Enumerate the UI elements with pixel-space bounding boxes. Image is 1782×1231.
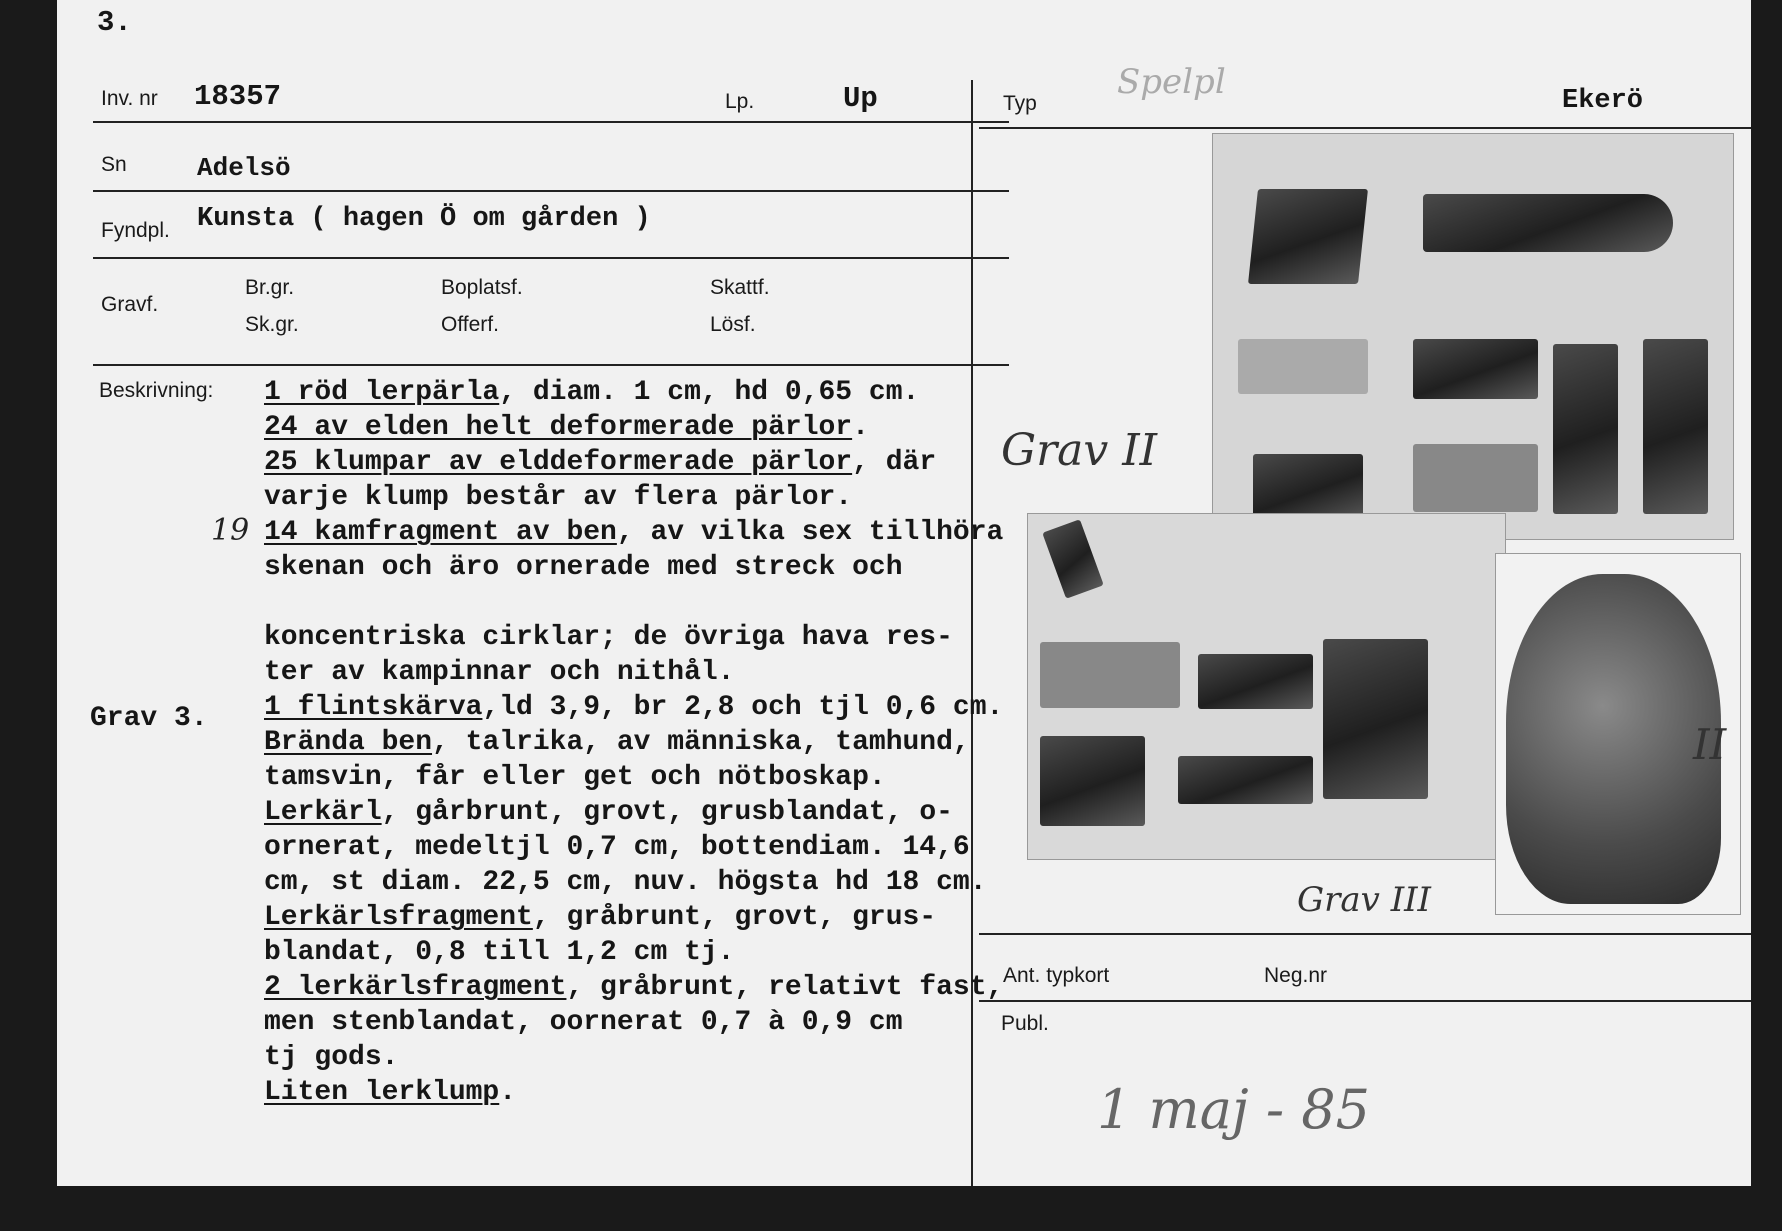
fyndpl-label: Fyndpl. bbox=[101, 219, 170, 242]
underlined-term: 14 kamfragment av ben bbox=[264, 517, 617, 548]
description-line bbox=[264, 865, 1003, 900]
description-text: tj gods. bbox=[264, 1042, 399, 1073]
description-line bbox=[264, 690, 1003, 725]
typ-note: Spelpl bbox=[1117, 62, 1226, 102]
fyndpl-value: Kunsta ( hagen Ö om gården ) bbox=[197, 204, 651, 234]
rule-neg bbox=[979, 1000, 1751, 1002]
grav-iii-note: Grav III bbox=[1297, 880, 1431, 920]
inv-value: 18357 bbox=[194, 80, 282, 113]
underlined-term: Lerkärl bbox=[264, 797, 382, 828]
rule-gravf bbox=[93, 364, 1009, 366]
description-text: , diam. 1 cm, hd 0,65 cm. bbox=[499, 377, 920, 408]
description-text: ter av kampinnar och nithål. bbox=[264, 657, 735, 688]
beskrivning-label: Beskrivning: bbox=[99, 379, 214, 402]
description-line bbox=[264, 1005, 1003, 1040]
underlined-term: 1 flintskärva bbox=[264, 692, 483, 723]
rule-inv bbox=[93, 121, 1009, 123]
card-number: 3. bbox=[97, 6, 132, 39]
description-text: . bbox=[852, 412, 869, 443]
lp-label: Lp. bbox=[725, 90, 755, 113]
description-text: skenan och äro ornerade med streck och bbox=[264, 552, 903, 583]
description-line bbox=[264, 760, 1003, 795]
negnr-label: Neg.nr bbox=[1264, 964, 1328, 987]
rule-ant bbox=[979, 933, 1751, 935]
description-line bbox=[264, 1075, 1003, 1110]
harad-value: Ekerö bbox=[1562, 86, 1644, 116]
description-text: varje klump består av flera pärlor. bbox=[264, 482, 853, 513]
underlined-term: 25 klumpar av elddeformerade pärlor bbox=[264, 447, 853, 478]
description-text: , där bbox=[852, 447, 937, 478]
roman-ii-note: II bbox=[1693, 720, 1727, 769]
gravf-label: Gravf. bbox=[101, 293, 159, 316]
underlined-term: 1 röd lerpärla bbox=[264, 377, 500, 408]
landskap-value: Up bbox=[843, 82, 878, 115]
underlined-term: Lerkärlsfragment bbox=[264, 902, 533, 933]
sn-value: Adelsö bbox=[197, 153, 291, 183]
underlined-term: Brända ben bbox=[264, 727, 433, 758]
description-text: , talrika, av människa, tamhund, bbox=[432, 727, 970, 758]
brgr-label: Br.gr. bbox=[245, 276, 295, 299]
sn-label: Sn bbox=[101, 153, 127, 176]
description-text: , gårbrunt, grovt, grusblandat, o- bbox=[381, 797, 953, 828]
description-line bbox=[264, 375, 1003, 410]
description-text: blandat, 0,8 till 1,2 cm tj. bbox=[264, 937, 735, 968]
description-line bbox=[264, 585, 1003, 620]
description-text: , gråbrunt, relativt fast, bbox=[566, 972, 1004, 1003]
description-text: ,ld 3,9, br 2,8 och tjl 0,6 cm. bbox=[482, 692, 1004, 723]
description-line bbox=[264, 655, 1003, 690]
grav-ii-note: Grav II bbox=[1001, 425, 1158, 476]
typ-label: Typ bbox=[1003, 92, 1037, 115]
inv-label: Inv. nr bbox=[101, 87, 158, 110]
skgr-label: Sk.gr. bbox=[245, 313, 299, 336]
photo-grav-iii-combs bbox=[1027, 513, 1506, 860]
skattf-label: Skattf. bbox=[710, 276, 770, 299]
description-line bbox=[264, 970, 1003, 1005]
rule-typ bbox=[979, 127, 1751, 129]
rule-sn bbox=[93, 190, 1009, 192]
catalog-card bbox=[57, 0, 1751, 1186]
description-line bbox=[264, 480, 1003, 515]
publ-label: Publ. bbox=[1001, 1012, 1049, 1035]
description-line bbox=[264, 1040, 1003, 1075]
description-text: ornerat, medeltjl 0,7 cm, bottendiam. 14,6 bbox=[264, 832, 970, 863]
correction-number: 19 bbox=[211, 513, 250, 548]
underlined-term: Liten lerklump bbox=[264, 1077, 500, 1108]
description-text: tamsvin, får eller get och nötboskap. bbox=[264, 762, 886, 793]
underlined-term: 2 lerkärlsfragment bbox=[264, 972, 567, 1003]
description-text: cm, st diam. 22,5 cm, nuv. högsta hd 18 cm. bbox=[264, 867, 987, 898]
description-line bbox=[264, 935, 1003, 970]
description-line bbox=[264, 900, 1003, 935]
description-line bbox=[264, 620, 1003, 655]
description-line bbox=[264, 410, 1003, 445]
grav-label: Grav 3. bbox=[90, 703, 208, 734]
description-line bbox=[264, 725, 1003, 760]
boplatsf-label: Boplatsf. bbox=[441, 276, 523, 299]
description-text: koncentriska cirklar; de övriga hava res- bbox=[264, 622, 953, 653]
description-line bbox=[264, 795, 1003, 830]
description-line bbox=[264, 830, 1003, 865]
description bbox=[264, 375, 1003, 1110]
rule-fyndpl bbox=[93, 257, 1009, 259]
description-text: . bbox=[499, 1077, 517, 1108]
ant-typkort-label: Ant. typkort bbox=[1003, 964, 1110, 987]
photo-grav-ii bbox=[1212, 133, 1734, 540]
description-line bbox=[264, 445, 1003, 480]
underlined-term: 24 av elden helt deformerade pärlor bbox=[264, 412, 853, 443]
description-text: , av vilka sex tillhöra bbox=[616, 517, 1004, 548]
description-text: , gråbrunt, grovt, grus- bbox=[532, 902, 937, 933]
losf-label: Lösf. bbox=[710, 313, 756, 336]
date-note: 1 maj - 85 bbox=[1097, 1078, 1370, 1141]
description-text: men stenblandat, oornerat 0,7 à 0,9 cm bbox=[264, 1007, 903, 1038]
description-line bbox=[264, 515, 1003, 550]
offerf-label: Offerf. bbox=[441, 313, 499, 336]
description-line bbox=[264, 550, 1003, 585]
